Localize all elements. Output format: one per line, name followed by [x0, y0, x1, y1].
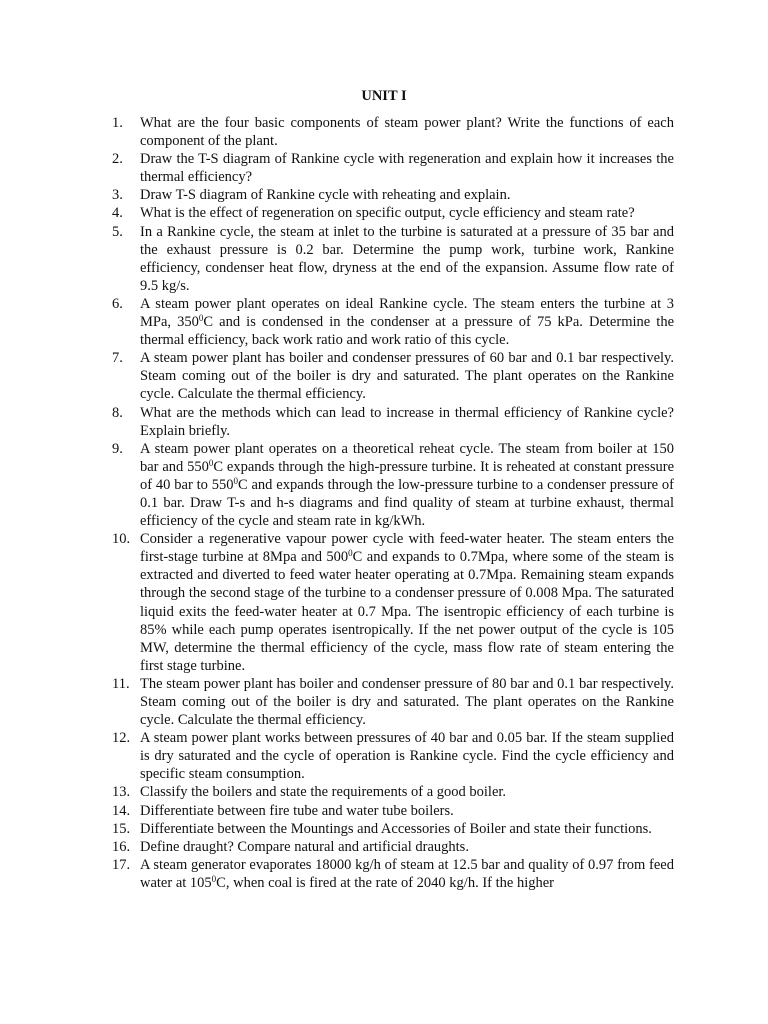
question-number: 15. [112, 820, 131, 837]
question-text: The steam power plant has boiler and condenser pressure of 80 bar and 0.1 bar respectively. Steam coming out of the boiler is dry and saturated. The plant operates on the Rankine cycle. Calculate the thermal efficiency. [140, 675, 674, 729]
question-text: A steam power plant works between pressures of 40 bar and 0.05 bar. If the steam supplied is dry saturated and the cycle of operation is Rankine cycle. Find the cycle efficiency and specific steam consumption. [140, 730, 674, 783]
question-item [112, 802, 674, 820]
question-item [112, 440, 674, 530]
question-item [112, 729, 674, 783]
question-item [112, 204, 674, 222]
question-text: What is the effect of regeneration on specific output, cycle efficiency and steam rate? [140, 205, 635, 222]
question-number: 5. [112, 223, 123, 240]
question-item [112, 783, 674, 801]
question-number: 7. [112, 350, 123, 367]
question-text: What are the methods which can lead to increase in thermal efficiency of Rankine cycle? Explain briefly. [140, 404, 674, 439]
question-item [112, 349, 674, 403]
question-text: A steam power plant operates on a theoretical reheat cycle. The steam from boiler at 150 bar and $550^0C$ expands through the high-pressure turbine. It is reheated at constant pressure of 40 bar to $550^0C$ and expands through the low-pressure turbine to a condenser pressure of 0.1 bar. Draw T-s and h-s diagrams and find quality of steam at turbine exhaust, thermal efficiency of the cycle and steam rate in kg/kWh. [140, 440, 675, 530]
question-number: 11. [112, 675, 130, 692]
question-item [112, 404, 674, 440]
question-number: 2. [112, 151, 123, 168]
question-item [112, 223, 674, 295]
question-text: Consider a regenerative vapour power cycle with feed-water heater. The steam enters the first-stage turbine at 8Mpa and $500^0C$ and expands to 0.7Mpa, where some of the steam is extracted and diverted to feed water heater operating at 0.7Mpa. Remaining steam expands through the second stage of the turbine to a condenser pressure of 0.008 Mpa. The saturated liquid exits the feed-water heater at 0.7 Mpa. The isentropic efficiency of each turbine is 85% while each pump operates isentropically. If the net power output of the cycle is 105 MW, determine the thermal efficiency of the cycle, mass flow rate of steam entering the first stage turbine. [140, 531, 674, 674]
question-item [112, 114, 674, 150]
question-text: In a Rankine cycle, the steam at inlet to the turbine is saturated at a pressure of 35 bar and the exhaust pressure is 0.2 bar. Determine the pump work, turbine work, Rankine efficiency, condenser heat flow, dryness at the end of the expansion. Assume flow rate of 9.5 kg/s. [140, 223, 674, 294]
question-text: Draw the T-S diagram of Rankine cycle with regeneration and explain how it increases the thermal efficiency? [140, 151, 674, 186]
question-number: 1. [112, 115, 123, 131]
question-item [112, 838, 674, 856]
question-text: Define draught? Compare natural and artificial draughts. [140, 838, 469, 855]
question-number: 16. [112, 838, 131, 855]
question-text: What are the four basic components of steam power plant? Write the functions of each component of the plant. [140, 115, 674, 150]
question-number: 13. [112, 784, 131, 801]
question-text: A steam generator evaporates 18000 kg/h of steam at 12.5 bar and quality of 0.97 from feed water at $105^0C$, when coal is fired at the rate of 2040 kg/h. If the higher [140, 856, 674, 891]
question-text: Differentiate between the Mountings and Accessories of Boiler and state their functions. [140, 820, 652, 837]
page-title: UNIT I [361, 88, 407, 104]
question-number: 4. [112, 205, 123, 222]
question-number: 10. [112, 531, 131, 548]
question-number: 8. [112, 404, 123, 421]
question-text: Draw T-S diagram of Rankine cycle with reheating and explain. [140, 187, 511, 204]
question-item [112, 675, 674, 729]
question-item [112, 295, 674, 349]
question-number: 9. [112, 440, 123, 457]
question-item [112, 856, 674, 892]
question-item [112, 186, 674, 204]
question-text: Differentiate between fire tube and water tube boilers. [140, 802, 454, 819]
question-text: A steam power plant operates on ideal Rankine cycle. The steam enters the turbine at 3 MPa, $350^0C$ and is condensed in the condenser at a pressure of 75 kPa. Determine the thermal efficiency, back work ratio and work ratio of this cycle. [140, 295, 674, 349]
question-text: A steam power plant has boiler and condenser pressures of 60 bar and 0.1 bar respectively. Steam coming out of the boiler is dry and saturated. The plant operates on the Rankine cycle. Calculate the thermal efficiency. [140, 350, 674, 403]
question-number: 6. [112, 295, 123, 312]
question-item [112, 820, 674, 838]
question-number: 17. [112, 856, 131, 873]
question-list [112, 114, 674, 892]
question-item [112, 150, 674, 186]
question-number: 14. [112, 802, 131, 819]
question-number: 3. [112, 187, 123, 204]
question-text: Classify the boilers and state the requirements of a good boiler. [140, 784, 507, 801]
question-item [112, 530, 674, 675]
question-number: 12. [112, 730, 131, 747]
